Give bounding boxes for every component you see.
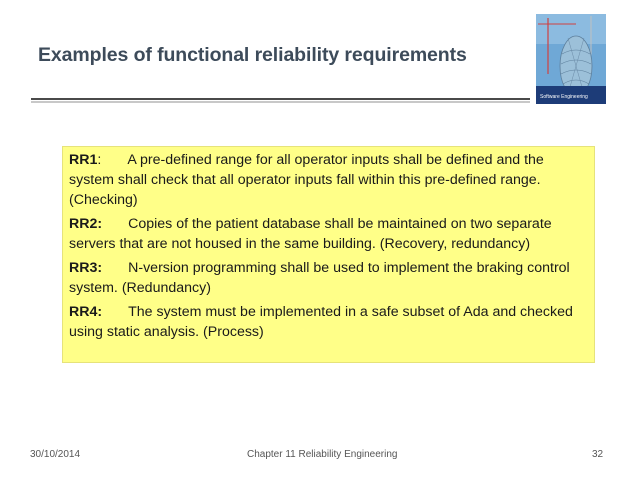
book-cover-image xyxy=(536,14,606,104)
requirement-text: The system must be implemented in a safe subset of Ada and checked using static analysis. (Process) xyxy=(69,304,573,340)
requirement-id-suffix: : xyxy=(97,152,102,168)
footer-chapter: Chapter 11 Reliability Engineering xyxy=(247,449,398,460)
requirement-id: RR1 xyxy=(69,152,98,168)
slide-title: Examples of functional reliability requirements xyxy=(38,44,467,66)
requirement-rr4 xyxy=(69,302,588,342)
requirement-id: RR3: xyxy=(69,260,103,276)
requirement-id: RR2: xyxy=(69,216,103,232)
requirement-text: N-version programming shall be used to implement the braking control system. (Redundancy) xyxy=(69,260,570,296)
requirement-rr2 xyxy=(69,214,588,254)
requirements-box xyxy=(62,146,595,363)
footer-page-number: 32 xyxy=(592,449,604,460)
cover-caption: Software Engineering xyxy=(540,94,588,100)
requirement-rr1 xyxy=(69,150,588,210)
title-divider-shadow xyxy=(31,101,530,103)
cover-illustration xyxy=(536,14,606,104)
requirement-id: RR4: xyxy=(69,304,103,320)
requirement-text: Copies of the patient database shall be maintained on two separate servers that are not housed in the same building. (Recovery, redundancy) xyxy=(69,216,552,252)
requirement-text: A pre-defined range for all operator inputs shall be defined and the system shall check that all operator inputs fall within this pre-defined range. (Checking) xyxy=(69,152,544,208)
requirement-rr3 xyxy=(69,258,588,298)
footer-date: 30/10/2014 xyxy=(30,449,81,460)
title-divider xyxy=(31,98,530,100)
